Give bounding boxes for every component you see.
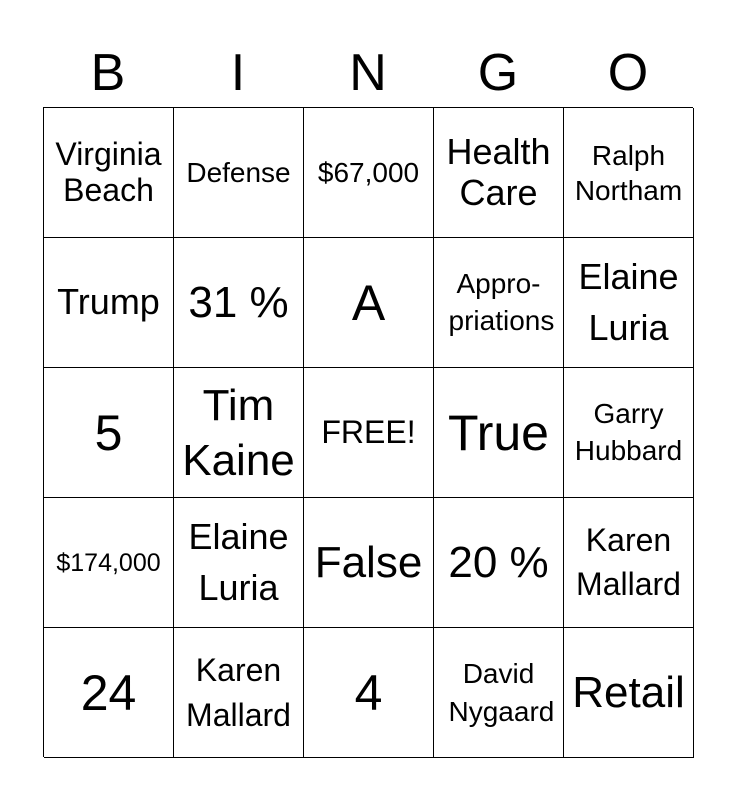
cell-text: 20 % — [448, 537, 549, 587]
bingo-cell — [304, 628, 434, 758]
cell-text: 31 % — [188, 277, 289, 327]
header-letter-g: G — [477, 44, 519, 102]
bingo-cell — [564, 238, 694, 368]
header-letter-i: I — [230, 44, 246, 102]
cell-text: Garry Hubbard — [574, 398, 683, 466]
bingo-cell — [564, 368, 694, 498]
cell-text: $67,000 — [317, 156, 420, 188]
cell-text: Virginia Beach — [55, 135, 162, 208]
cell-text: Health Care — [446, 131, 551, 213]
cell-text: Tim Kaine — [182, 380, 295, 485]
bingo-cell — [174, 498, 304, 628]
bingo-cell — [564, 498, 694, 628]
header-letter-o: O — [607, 44, 649, 102]
cell-text: A — [351, 274, 386, 331]
cell-text: True — [448, 404, 549, 461]
bingo-cell — [174, 238, 304, 368]
bingo-cell — [174, 368, 304, 498]
bingo-cell — [564, 108, 694, 238]
bingo-cell — [434, 628, 564, 758]
bingo-cell — [174, 108, 304, 238]
cell-text: Retail — [572, 667, 685, 717]
bingo-cell — [304, 108, 434, 238]
bingo-cell — [434, 498, 564, 628]
cell-text: 4 — [354, 664, 383, 721]
bingo-cell — [44, 108, 174, 238]
cell-text: False — [314, 537, 423, 587]
cell-text: FREE! — [321, 413, 416, 450]
bingo-cell — [304, 238, 434, 368]
bingo-cell — [304, 498, 434, 628]
bingo-cell — [564, 628, 694, 758]
cell-text: David Nygaard — [448, 657, 555, 727]
bingo-header — [43, 38, 693, 108]
bingo-cell — [304, 368, 434, 498]
cell-text: $174,000 — [56, 548, 161, 577]
bingo-cell — [434, 108, 564, 238]
bingo-cell — [434, 368, 564, 498]
bingo-cell — [44, 238, 174, 368]
bingo-cell — [434, 238, 564, 368]
bingo-cell — [44, 368, 174, 498]
bingo-cell — [44, 628, 174, 758]
bingo-board — [43, 107, 693, 757]
cell-text: Ralph Northam — [574, 139, 683, 206]
cell-text: 5 — [94, 404, 123, 461]
cell-text: Defense — [186, 156, 291, 188]
header-letter-b: B — [90, 44, 126, 102]
cell-text: Elaine Luria — [188, 516, 289, 608]
cell-text: Elaine Luria — [578, 256, 679, 348]
cell-text: Appro- priations — [448, 268, 555, 336]
cell-text: Karen Mallard — [576, 522, 681, 602]
bingo-cell — [44, 498, 174, 628]
bingo-cell — [174, 628, 304, 758]
header-letter-n: N — [349, 44, 387, 102]
cell-text: Karen Mallard — [186, 651, 291, 733]
cell-text: 24 — [80, 664, 137, 721]
cell-text: Trump — [57, 281, 160, 323]
